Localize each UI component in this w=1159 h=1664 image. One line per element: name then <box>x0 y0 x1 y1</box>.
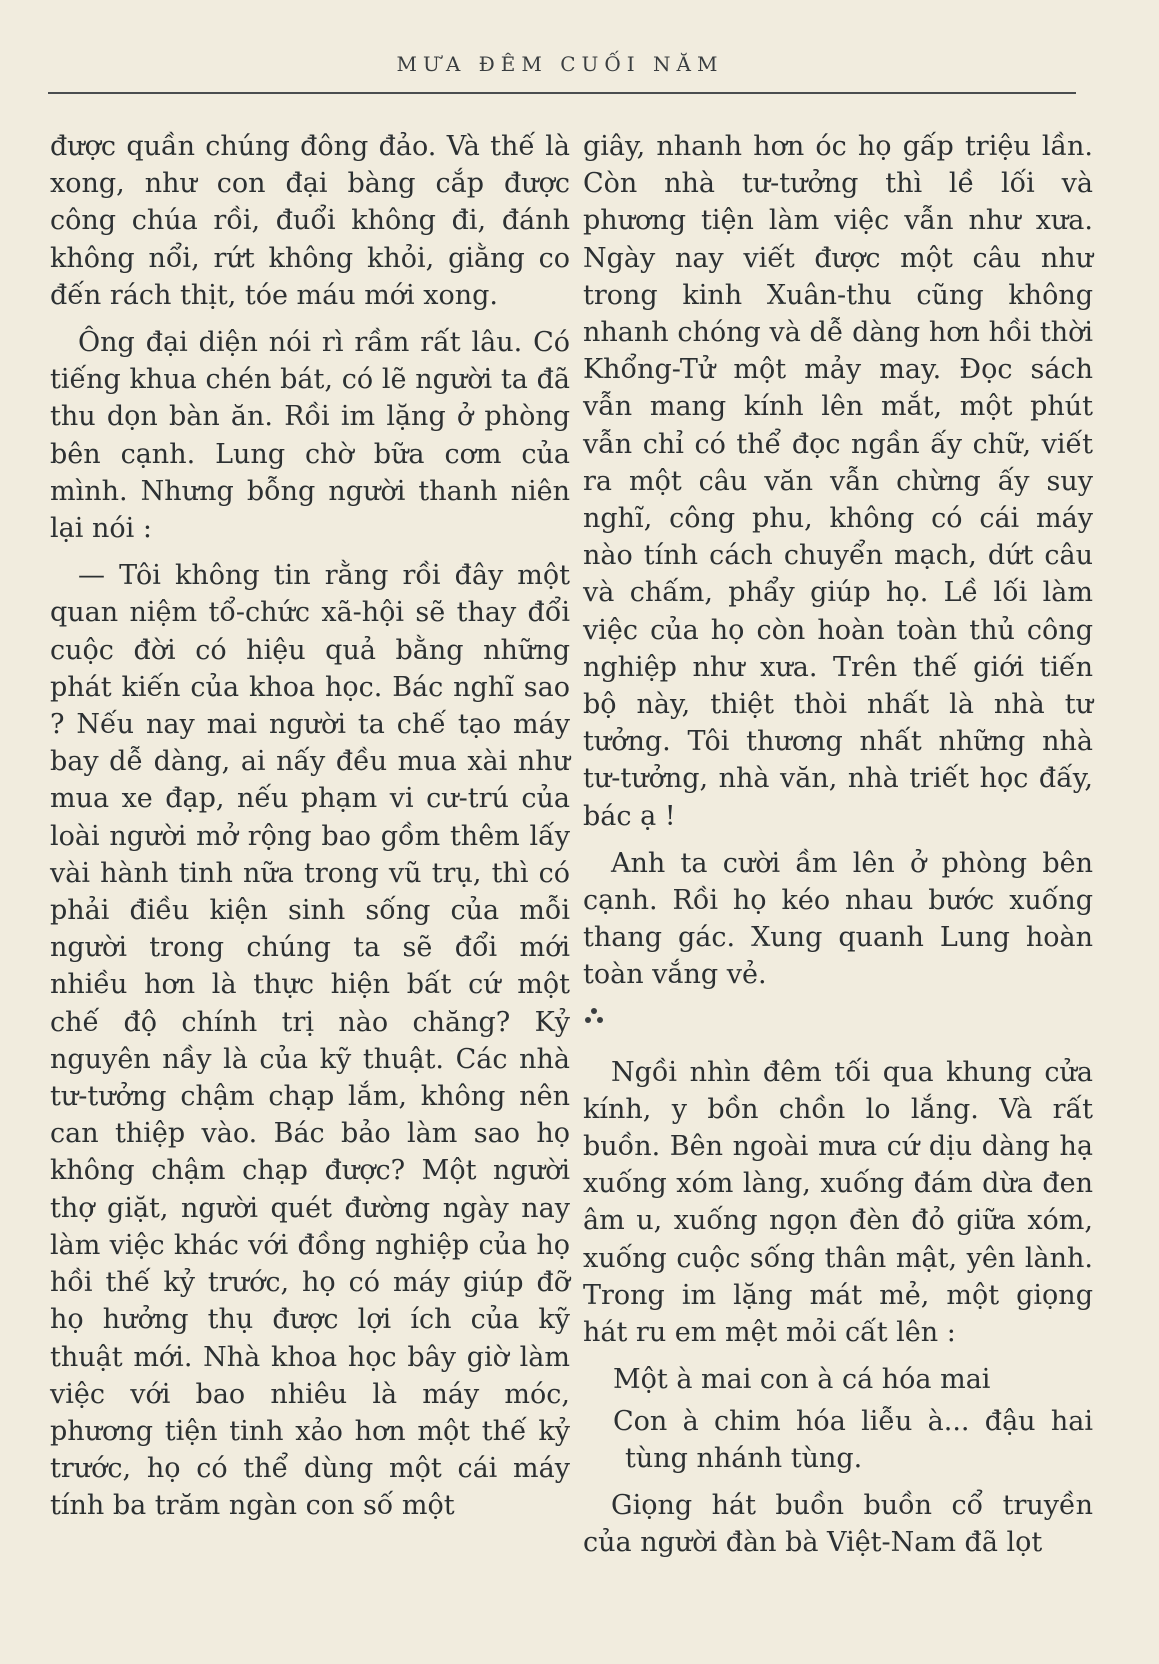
paragraph: Giọng hát buồn buồn cổ truyền của người đàn bà Việt-Nam đã lọt <box>583 1489 1093 1559</box>
left-column <box>50 128 570 1525</box>
paragraph: Ngồi nhìn đêm tối qua khung cửa kính, y bồn chồn lo lắng. Và rất buồn. Bên ngoài mưa cứ dịu dàng hạ xuống xóm làng, xuống đám dừa đen âm u, xuống ngọn đèn đỏ giữa xóm, xuống cuộc sống thân mật, yên lành. Trong im lặng mát mẻ, một giọng hát ru em mệt mỏi cất lên : <box>583 1056 1093 1349</box>
song-verse: Con à chim hóa liễu à... đậu hai tùng nhánh tùng. <box>613 1405 1093 1474</box>
paragraph: Anh ta cười ầm lên ở phòng bên cạnh. Rồi họ kéo nhau bước xuống thang gác. Xung quanh Lung hoàn toàn vắng vẻ. <box>583 847 1093 991</box>
running-header: MƯA ĐÊM CUỐI NĂM <box>396 52 724 76</box>
three-dots-ornament <box>583 1008 605 1026</box>
song-verse: Một à mai con à cá hóa mai <box>613 1364 991 1396</box>
paragraph: giây, nhanh hơn óc họ gấp triệu lần. Còn nhà tư-tưởng thì lề lối và phương tiện làm việc vẫn như xưa. Ngày nay viết được một câu như trong kinh Xuân-thu cũng không nhanh chóng và dễ dàng hơn hồi thời Khổng-Tử một mảy may. Đọc sách vẫn mang kính lên mắt, một phút vẫn chỉ có thể đọc ngần ấy chữ, viết ra một câu văn vẫn chừng ấy suy nghĩ, công phu, không có cái máy nào tính cách chuyển mạch, dứt câu và chấm, phẩy giúp họ. Lề lối làm việc của họ còn hoàn toàn thủ công nghiệp như xưa. Trên thế giới tiến bộ này, thiệt thòi nhất là nhà tư tưởng. Tôi thương nhất những nhà tư-tưởng, nhà văn, nhà triết học đấy, bác ạ ! <box>583 131 1093 832</box>
dialogue-paragraph: — Tôi không tin rằng rồi đây một quan niệm tổ-chức xã-hội sẽ thay đổi cuộc đời có hiệu quả bằng những phát kiến của khoa học. Bác nghĩ sao ? Nếu nay mai người ta chế tạo máy bay dễ dàng, ai nấy đều mua xài như mua xe đạp, nếu phạm vi cư-trú của loài người mở rộng bao gồm thêm lấy vài hành tinh nữa trong vũ trụ, thì có phải điều kiện sinh sống của mỗi người trong chúng ta sẽ đổi mới nhiều hơn là thực hiện bất cứ một chế độ chính trị nào chăng? Kỷ nguyên nầy là của kỹ thuật. Các nhà tư-tưởng chậm chạp lắm, không nên can thiệp vào. Bác bảo làm sao họ không chậm chạp được? Một người thợ giặt, người quét đường ngày nay làm việc khác với đồng nghiệp của họ hồi thế kỷ trước, họ có máy giúp đỡ họ hưởng thụ được lợi ích của kỹ thuật mới. Nhà khoa học bây giờ làm việc với bao nhiêu là máy móc, phương tiện tinh xảo hơn một thế kỷ trước, họ có thể dùng một cái máy tính ba trăm ngàn con số một <box>50 560 570 1522</box>
paragraph: Ông đại diện nói rì rầm rất lâu. Có tiếng khua chén bát, có lẽ người ta đã thu dọn bàn ăn. Rồi im lặng ở phòng bên cạnh. Lung chờ bữa cơm của mình. Nhưng bỗng người thanh niên lại nói : <box>50 327 570 545</box>
header-rule <box>48 92 1076 94</box>
section-separator <box>583 1000 1093 1040</box>
right-column <box>583 128 1093 1561</box>
paragraph: được quần chúng đông đảo. Và thế là xong, như con đại bàng cắp được công chúa rồi, đuổi không đi, đánh không nổi, rứt không khỏi, giằng co đến rách thịt, tóe máu mới xong. <box>50 131 570 311</box>
